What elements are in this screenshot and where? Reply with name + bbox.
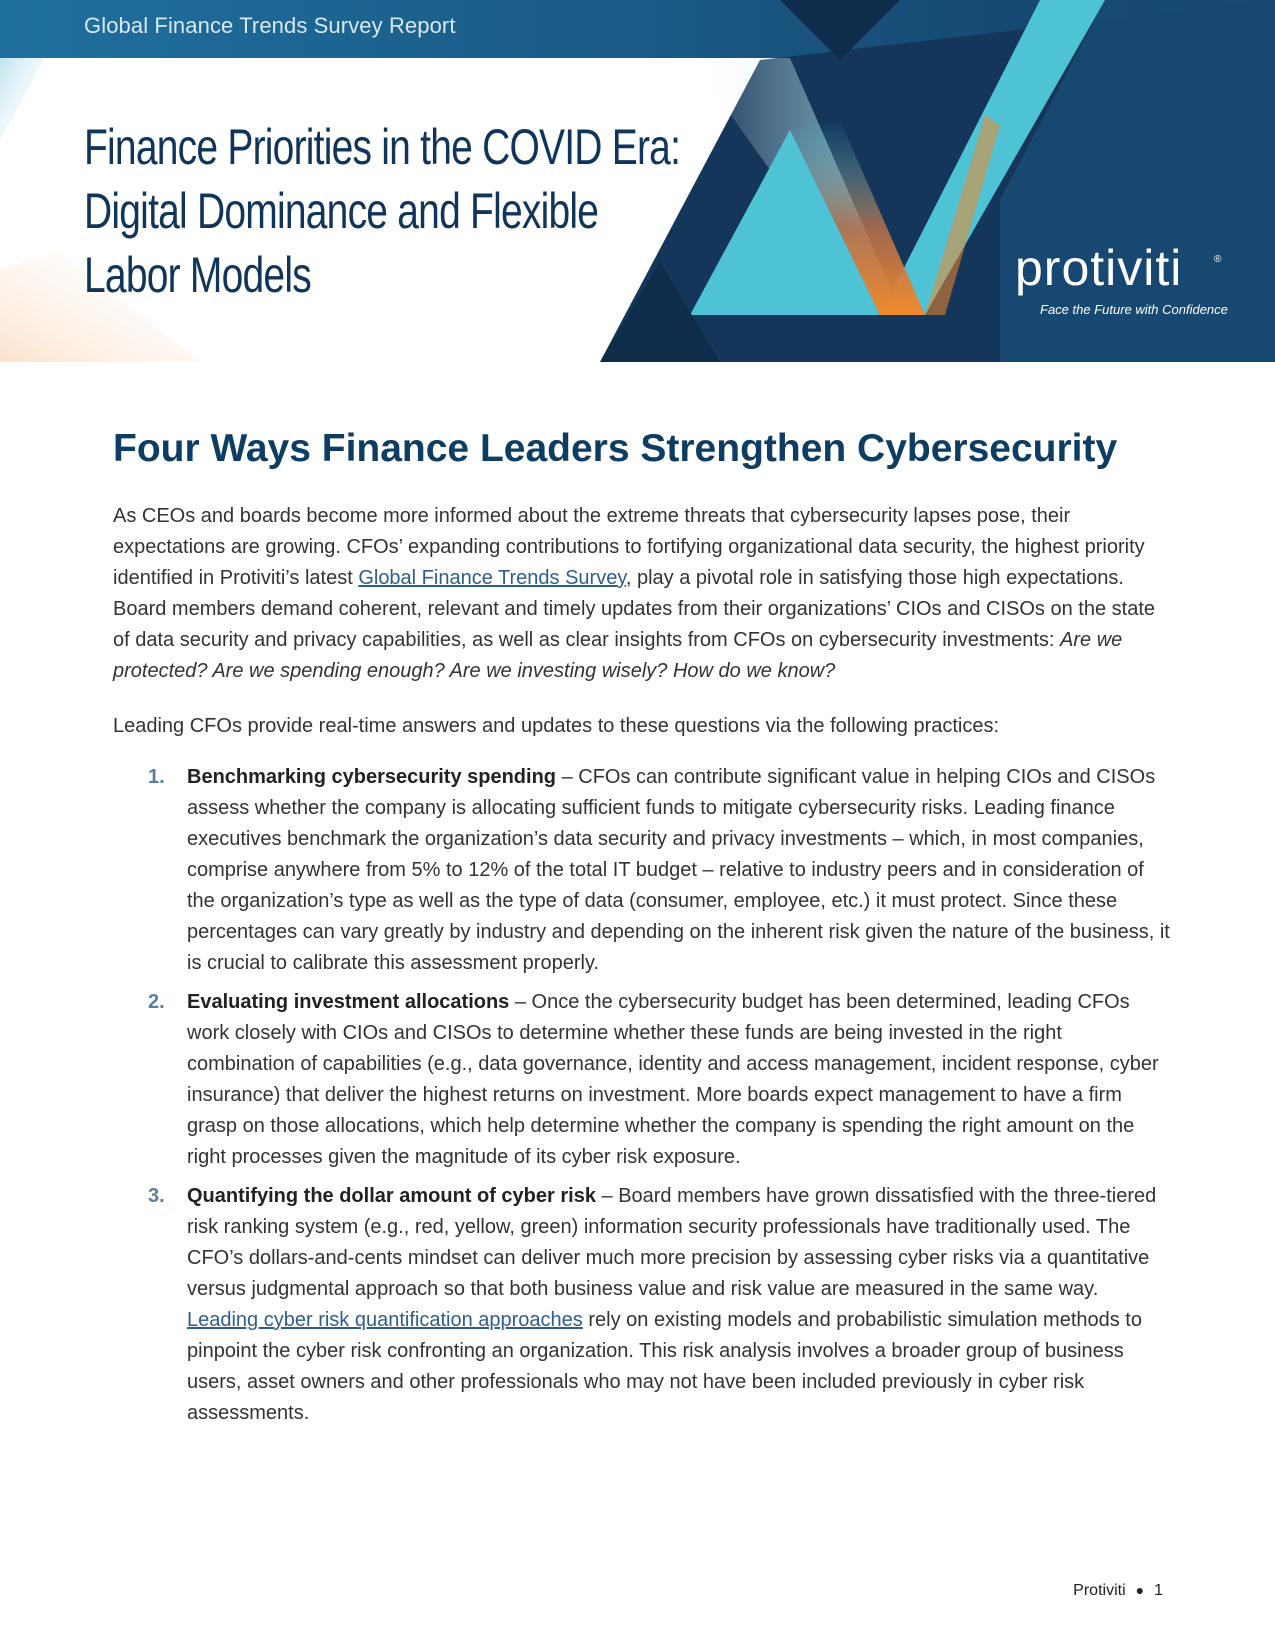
list-item xyxy=(113,987,1173,1173)
report-title-line-3: Labor Models xyxy=(84,247,311,303)
list-item-text: – Once the cybersecurity budget has been determined, leading CFOs work closely with CIOs and CISOs to determine whether these funds are being invested in the right combination of capabilities (e.g., data governance, identity and access management, incident response, cyber insurance) that deliver the highest returns on investment. More boards expect management to have a firm grasp on those allocations, which help determine whether the company is spending the right amount on the right processes given the magnitude of its cyber risk exposure. xyxy=(187,991,1159,1168)
article-heading: Four Ways Finance Leaders Strengthen Cybersecurity xyxy=(113,427,1118,470)
intro-text-1: As CEOs and boards become more informed about the extreme threats that cybersecurity lapses pose, their expectations are growing. CFOs’ expanding contributions to fortifying organizational data security, the highest priority identified in Protiviti’s latest xyxy=(113,505,1145,589)
list-item-title: Evaluating investment allocations xyxy=(187,991,510,1013)
protiviti-logo: protiviti xyxy=(1015,240,1183,296)
list-item xyxy=(113,1181,1173,1429)
brand-tagline: Face the Future with Confidence xyxy=(1040,302,1228,317)
list-item-number: 2. xyxy=(148,991,165,1013)
report-title-line-1: Finance Priorities in the COVID Era: xyxy=(84,119,681,175)
page-number: 1 xyxy=(1154,1582,1163,1599)
lead-in-paragraph: Leading CFOs provide real-time answers and updates to these questions via the following practices: xyxy=(113,715,1000,737)
footer-company: Protiviti xyxy=(1073,1582,1126,1599)
intro-questions: Are we protected? Are we spending enough? Are we investing wisely? How do we know? xyxy=(113,629,1123,682)
list-item-title: Quantifying the dollar amount of cyber risk xyxy=(187,1185,596,1207)
report-title xyxy=(84,115,681,307)
list-item-text: – CFOs can contribute significant value in helping CIOs and CISOs assess whether the company is allocating sufficient funds to mitigate cybersecurity risks. Leading finance executives benchmark the organization’s data security and privacy investments – which, in most companies, comprise anywhere from 5% to 12% of the total IT budget – relative to industry peers and in consideration of the organization’s type as well as the type of data (consumer, employee, etc.) it must protect. Since these percentages can vary greatly by industry and depending on the inherent risk given the nature of the business, it is crucial to calibrate this assessment properly. xyxy=(187,766,1170,974)
list-item-text-2: rely on existing models and probabilistic simulation methods to pinpoint the cyber risk confronting an organization. This risk analysis involves a broader group of business users, asset owners and other professionals who may not have been included previously in cyber risk assessments. xyxy=(187,1309,1142,1424)
page-footer xyxy=(1073,1582,1163,1600)
list-item-text-1: – Board members have grown dissatisfied with the three-tiered risk ranking system (e.g., red, yellow, green) information security professionals have traditionally used. The CFO’s dollars-and-cents mindset can deliver much more precision by assessing cyber risks via a quantitative versus judgmental approach so that both business value and risk value are measured in the same way. xyxy=(187,1185,1157,1300)
footer-separator: ● xyxy=(1135,1582,1145,1598)
list-item-number: 1. xyxy=(148,766,165,788)
practices-list xyxy=(113,762,1173,1429)
cyber-risk-quantification-link[interactable]: Leading cyber risk quantification approaches xyxy=(187,1309,583,1331)
intro-paragraph xyxy=(113,501,1173,687)
report-title-line-2: Digital Dominance and Flexible xyxy=(84,183,599,239)
registered-mark: ® xyxy=(1214,254,1222,265)
global-finance-trends-survey-link[interactable]: Global Finance Trends Survey xyxy=(358,567,626,589)
list-item xyxy=(113,762,1173,979)
list-item-title: Benchmarking cybersecurity spending xyxy=(187,766,557,788)
article xyxy=(113,425,1173,1437)
intro-text-2: , play a pivotal role in satisfying those high expectations. Board members demand coherent, relevant and timely updates from their organizations’ CIOs and CISOs on the state of data security and privacy capabilities, as well as clear insights from CFOs on cybersecurity investments: xyxy=(113,567,1156,651)
header-banner xyxy=(0,0,1275,362)
list-item-number: 3. xyxy=(148,1185,165,1207)
report-label: Global Finance Trends Survey Report xyxy=(84,13,456,38)
